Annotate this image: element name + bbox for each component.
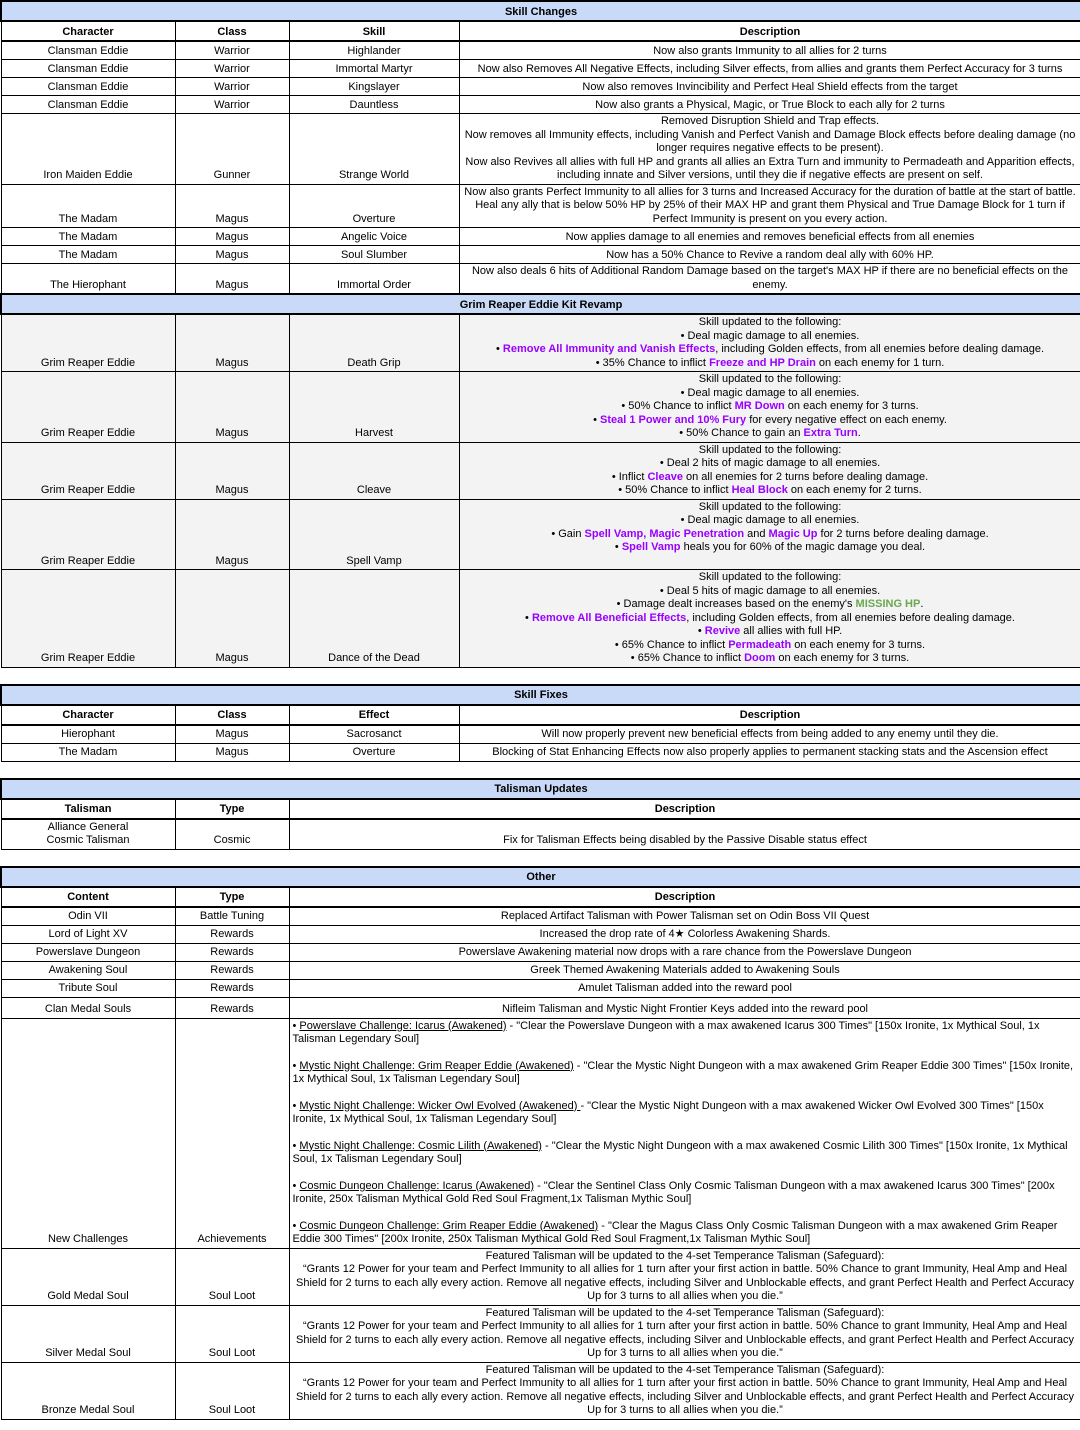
cell-content: Tribute Soul (1, 979, 175, 997)
effect-keyword: Heal Block (731, 484, 788, 496)
cell-type: Rewards (175, 925, 289, 943)
cell-skill: Overture (289, 184, 459, 228)
effect-keyword: Cleave (647, 470, 683, 483)
cell-class: Magus (175, 264, 289, 295)
challenge-name: Mystic Night Challenge: Grim Reaper Eddie (Awakened) (299, 1059, 574, 1072)
description-line: • Damage dealt increases based on the enemy's MISSING HP. (616, 598, 924, 610)
cell-skill: Angelic Voice (289, 228, 459, 246)
cell-talisman: Alliance General Cosmic Talisman (1, 819, 175, 850)
col-header-class: Class (175, 705, 289, 725)
cell-description (459, 499, 1080, 570)
cell-class: Magus (175, 228, 289, 246)
description-line: Skill updated to the following: (698, 316, 842, 328)
cell-character: Iron Maiden Eddie (1, 114, 175, 185)
table-row (1, 228, 1080, 246)
description-line: • Deal 2 hits of magic damage to all enemies. (659, 457, 881, 469)
cell-type: Achievements (175, 1018, 289, 1248)
challenge-name: Mystic Night Challenge: Cosmic Lilith (Awakened) (299, 1139, 542, 1152)
table-row (1, 60, 1080, 78)
cell-class: Magus (175, 743, 289, 761)
cell-character: The Madam (1, 743, 175, 761)
header-row (1, 21, 1080, 41)
cell-type: Battle Tuning (175, 907, 289, 926)
cell-character: Clansman Eddie (1, 78, 175, 96)
description-line: • Remove All Beneficial Effects, including Golden effects, from all enemies before dealing damage. (525, 611, 1015, 624)
challenge-item: • Mystic Night Challenge: Cosmic Lilith (Awakened) - "Clear the Mystic Night Dungeon with a max awakened Cosmic Lilith 300 Times" [150x Ironite, 1x Mythical Soul, 1x Talisman Legendary Soul] (292, 1139, 1068, 1165)
description-line: • 50% Chance to inflict MR Down on each enemy for 3 turns. (621, 400, 919, 412)
cell-description: Fix for Talisman Effects being disabled by the Passive Disable status effect (289, 819, 1080, 850)
description-line: Skill updated to the following: (698, 443, 842, 456)
description-line: • Deal magic damage to all enemies. (680, 386, 860, 399)
description-line: • 50% Chance to gain an Extra Turn. (679, 427, 861, 439)
cell-description: Increased the drop rate of 4★ Colorless Awakening Shards. (289, 925, 1080, 943)
table-row (1, 96, 1080, 114)
cell-skill: Death Grip (289, 314, 459, 372)
effect-keyword: Revive (704, 625, 741, 637)
header-row (1, 705, 1080, 725)
cell-skill: Harvest (289, 372, 459, 443)
cell-content: Lord of Light XV (1, 925, 175, 943)
cell-description: Powerslave Awakening material now drops with a rare chance from the Powerslave Dungeon (289, 943, 1080, 961)
cell-skill: Spell Vamp (289, 499, 459, 570)
table-row (1, 264, 1080, 295)
section-title-skill-fixes: Skill Fixes (1, 685, 1080, 705)
cell-class: Warrior (175, 41, 289, 60)
effect-keyword: MISSING HP (855, 598, 921, 610)
cell-content: Powerslave Dungeon (1, 943, 175, 961)
effect-keyword: Spell Vamp (621, 541, 681, 553)
challenge-name: Mystic Night Challenge: Wicker Owl Evolved (Awakened) (299, 1099, 581, 1112)
description-line: Skill updated to the following: (698, 500, 842, 513)
description-line: • Deal magic damage to all enemies. (680, 329, 860, 342)
cell-description: Now also grants Perfect Immunity to all allies for 3 turns and Increased Accuracy for the duration of battle at the start of battle. Heal any ally that is below 50% HP by 25% of their MAX HP and grant them Physical and True Damage Block for 1 turn if Perfect Immunity is present on you every action. (459, 184, 1080, 228)
cell-description: Featured Talisman will be updated to the 4-set Temperance Talisman (Safeguard): “Grants 12 Power for your team and Perfect Immunity to all allies for 1 turn after your first action in battle. 50% Chance to grant Immunity, Heal Amp and Heal Shield for 2 turns to each ally every action. Remove all negative effects, including Silver and Unblockable effects, and grant Perfect Health and Perfect Accuracy Up for 3 turns to all allies when you die.” (289, 1305, 1080, 1362)
cell-description: Amulet Talisman added into the reward pool (289, 979, 1080, 997)
header-row (1, 887, 1080, 907)
description-line: Now also Revives all allies with full HP and grants all allies an Extra Turn and immunity to Permadeath and Apparition effects, including innate and Silver versions, until they die if negative effects are present on self. (465, 155, 1075, 181)
cell-description: Nifleim Talisman and Mystic Night Frontier Keys added into the reward pool (289, 997, 1080, 1018)
col-header-type: Type (175, 799, 289, 819)
table-row (1, 314, 1080, 372)
cell-description: Featured Talisman will be updated to the 4-set Temperance Talisman (Safeguard): “Grants 12 Power for your team and Perfect Immunity to all allies for 1 turn after your first action in battle. 50% Chance to grant Immunity, Heal Amp and Heal Shield for 2 turns to each ally every action. Remove all negative effects, including Silver and Unblockable effects, and grant Perfect Health and Perfect Accuracy Up for 3 turns to all allies when you die.” (289, 1362, 1080, 1419)
cell-description (459, 314, 1080, 372)
cell-class: Magus (175, 314, 289, 372)
cell-skill: Highlander (289, 41, 459, 60)
challenge-name: Cosmic Dungeon Challenge: Grim Reaper Eddie (Awakened) (299, 1219, 599, 1232)
cell-content: New Challenges (1, 1018, 175, 1248)
cell-character: Grim Reaper Eddie (1, 442, 175, 499)
cell-character: The Hierophant (1, 264, 175, 295)
cell-description: Will now properly prevent new beneficial effects from being added to any enemy until they die. (459, 725, 1080, 744)
cell-type: Rewards (175, 943, 289, 961)
cell-description: Replaced Artifact Talisman with Power Talisman set on Odin Boss VII Quest (289, 907, 1080, 926)
table-row (1, 1248, 1080, 1305)
cell-description: Now also removes Invincibility and Perfect Heal Shield effects from the target (459, 78, 1080, 96)
challenge-name: Powerslave Challenge: Icarus (Awakened) (299, 1019, 507, 1032)
cell-character: Grim Reaper Eddie (1, 314, 175, 372)
cell-content: Gold Medal Soul (1, 1248, 175, 1305)
table-row (1, 78, 1080, 96)
cell-type: Soul Loot (175, 1248, 289, 1305)
cell-character: The Madam (1, 228, 175, 246)
cell-content: Bronze Medal Soul (1, 1362, 175, 1419)
cell-class: Magus (175, 499, 289, 570)
cell-type: Cosmic (175, 819, 289, 850)
cell-skill: Kingslayer (289, 78, 459, 96)
cell-description: Now also deals 6 hits of Additional Random Damage based on the target's MAX HP if there are no beneficial effects on the enemy. (459, 264, 1080, 295)
col-header-description: Description (459, 705, 1080, 725)
cell-class: Gunner (175, 114, 289, 185)
col-header-skill: Skill (289, 21, 459, 41)
cell-class: Magus (175, 184, 289, 228)
col-header-description: Description (289, 887, 1080, 907)
cell-skill: Cleave (289, 442, 459, 499)
cell-description (459, 372, 1080, 443)
cell-character: Grim Reaper Eddie (1, 499, 175, 570)
description-line: Skill updated to the following: (698, 571, 842, 583)
cell-description: Now applies damage to all enemies and removes beneficial effects from all enemies (459, 228, 1080, 246)
table-row (1, 41, 1080, 60)
challenge-item: • Cosmic Dungeon Challenge: Icarus (Awakened) - "Clear the Sentinel Class Only Cosmic Talisman Dungeon with a max awakened Icarus 300 Times" [200x Ironite, 250x Talisman Mythical Gold Red Soul Fragment,1x Talisman Mythic Soul] (292, 1179, 1055, 1205)
table-row (1, 819, 1080, 850)
description-line: • 65% Chance to inflict Permadeath on each enemy for 3 turns. (614, 638, 926, 651)
cell-character: The Madam (1, 246, 175, 264)
cell-character: Clansman Eddie (1, 60, 175, 78)
col-header-class: Class (175, 21, 289, 41)
cell-type: Rewards (175, 979, 289, 997)
header-row (1, 799, 1080, 819)
col-header-description: Description (459, 21, 1080, 41)
section-title-skill-changes: Skill Changes (1, 1, 1080, 21)
table-row (1, 997, 1080, 1018)
cell-character: Grim Reaper Eddie (1, 570, 175, 668)
cell-description: Now has a 50% Chance to Revive a random deal ally with 60% HP. (459, 246, 1080, 264)
cell-class: Magus (175, 246, 289, 264)
cell-character: Clansman Eddie (1, 96, 175, 114)
description-line: • Remove All Immunity and Vanish Effects, including Golden effects, from all enemies before dealing damage. (495, 343, 1045, 355)
table-row (1, 1018, 1080, 1248)
effect-keyword: Freeze and HP Drain (709, 356, 816, 369)
cell-class: Magus (175, 442, 289, 499)
description-line: Skill updated to the following: (698, 373, 842, 385)
cell-class: Magus (175, 570, 289, 668)
cell-description (289, 1018, 1080, 1248)
description-line: • Deal magic damage to all enemies. (680, 514, 860, 526)
effect-keyword: Doom (744, 652, 776, 664)
cell-character: The Madam (1, 184, 175, 228)
col-header-type: Type (175, 887, 289, 907)
description-line: • Steal 1 Power and 10% Fury for every negative effect on each enemy. (593, 413, 947, 426)
table-row (1, 979, 1080, 997)
description-line: • 35% Chance to inflict Freeze and HP Drain on each enemy for 1 turn. (595, 356, 945, 369)
cell-content: Awakening Soul (1, 961, 175, 979)
table-row (1, 925, 1080, 943)
col-header-effect: Effect (289, 705, 459, 725)
cell-class: Warrior (175, 78, 289, 96)
cell-content: Silver Medal Soul (1, 1305, 175, 1362)
effect-keyword: Extra Turn (803, 427, 858, 439)
cell-content: Odin VII (1, 907, 175, 926)
effect-keyword: MR Down (734, 400, 785, 412)
col-header-character: Character (1, 21, 175, 41)
description-line: • Gain Spell Vamp, Magic Penetration and Magic Up for 2 turns before dealing damage. (551, 527, 989, 540)
table-row (1, 570, 1080, 668)
description-line: • 50% Chance to inflict Heal Block on each enemy for 2 turns. (618, 484, 922, 496)
cell-skill: Dauntless (289, 96, 459, 114)
cell-effect: Overture (289, 743, 459, 761)
effect-keyword: Magic Up (768, 527, 818, 540)
cell-type: Rewards (175, 961, 289, 979)
effect-keyword: Remove All Beneficial Effects (531, 611, 687, 624)
cell-class: Warrior (175, 60, 289, 78)
challenge-item: • Powerslave Challenge: Icarus (Awakened) - "Clear the Powerslave Dungeon with a max awakened Icarus 300 Times" [150x Ironite, 1x Mythical Soul, 1x Talisman Legendary Soul] (292, 1019, 1040, 1045)
col-header-content: Content (1, 887, 175, 907)
cell-description: Greek Themed Awakening Materials added to Awakening Souls (289, 961, 1080, 979)
col-header-character: Character (1, 705, 175, 725)
cell-character: Hierophant (1, 725, 175, 744)
table-row (1, 961, 1080, 979)
effect-keyword: Permadeath (728, 638, 792, 651)
challenge-item: • Mystic Night Challenge: Wicker Owl Evolved (Awakened) - "Clear the Mystic Night Dungeon with a max awakened Wicker Owl Evolved 300 Times" [150x Ironite, 1x Mythical Soul, 1x Talisman Legendary Soul] (292, 1099, 1044, 1125)
cell-description (459, 570, 1080, 668)
cell-content: Clan Medal Souls (1, 997, 175, 1018)
cell-description: Blocking of Stat Enhancing Effects now also properly applies to permanent stacking stats and the Ascension effect (459, 743, 1080, 761)
description-line: • Deal 5 hits of magic damage to all enemies. (659, 584, 881, 597)
section-title-talisman-updates: Talisman Updates (1, 779, 1080, 799)
table-row (1, 442, 1080, 499)
section-title-other: Other (1, 867, 1080, 887)
challenge-item: • Mystic Night Challenge: Grim Reaper Eddie (Awakened) - "Clear the Mystic Night Dungeon with a max awakened Grim Reaper Eddie 300 Times" [150x Ironite, 1x Mythical Soul, 1x Talisman Legendary Soul] (292, 1059, 1074, 1085)
table-row (1, 907, 1080, 926)
cell-description: Featured Talisman will be updated to the 4-set Temperance Talisman (Safeguard): “Grants 12 Power for your team and Perfect Immunity to all allies for 1 turn after your first action in battle. 50% Chance to grant Immunity, Heal Amp and Heal Shield for 2 turns to each ally every action. Remove all negative effects, including Silver and Unblockable effects, and grant Perfect Health and Perfect Accuracy Up for 3 turns to all allies when you die.” (289, 1248, 1080, 1305)
description-line: • Spell Vamp heals you for 60% of the magic damage you deal. (614, 541, 926, 553)
cell-type: Soul Loot (175, 1305, 289, 1362)
cell-type: Soul Loot (175, 1362, 289, 1419)
table-row (1, 114, 1080, 185)
cell-skill: Immortal Martyr (289, 60, 459, 78)
table-row (1, 184, 1080, 228)
table-row (1, 499, 1080, 570)
section-title-grim-reaper: Grim Reaper Eddie Kit Revamp (1, 294, 1080, 314)
challenge-name: Cosmic Dungeon Challenge: Icarus (Awakened) (299, 1179, 535, 1192)
description-line: • 65% Chance to inflict Doom on each enemy for 3 turns. (630, 652, 910, 664)
cell-description: Now also grants a Physical, Magic, or True Block to each ally for 2 turns (459, 96, 1080, 114)
col-header-description: Description (289, 799, 1080, 819)
effect-keyword: Remove All Immunity and Vanish Effects (502, 343, 716, 355)
cell-description (459, 114, 1080, 185)
cell-skill: Dance of the Dead (289, 570, 459, 668)
table-row (1, 943, 1080, 961)
table-row (1, 743, 1080, 761)
cell-type: Rewards (175, 997, 289, 1018)
challenge-item: • Cosmic Dungeon Challenge: Grim Reaper Eddie (Awakened) - "Clear the Magus Class Only Cosmic Talisman Dungeon with a max awakened Grim Reaper Eddie 300 Times" [200x Ironite, 250x Talisman Mythical Gold Red Soul Fragment,1x Talisman Mythic Soul] (292, 1219, 1058, 1245)
cell-skill: Immortal Order (289, 264, 459, 295)
effect-keyword: Steal 1 Power and 10% Fury (600, 413, 747, 426)
cell-description: Now also grants Immunity to all allies for 2 turns (459, 41, 1080, 60)
table-row (1, 1362, 1080, 1419)
cell-character: Grim Reaper Eddie (1, 372, 175, 443)
description-line: • Revive all allies with full HP. (697, 625, 843, 637)
cell-skill: Strange World (289, 114, 459, 185)
description-line: Removed Disruption Shield and Trap effects. (660, 115, 880, 127)
cell-character: Clansman Eddie (1, 41, 175, 60)
cell-description: Now also Removes All Negative Effects, including Silver effects, from allies and grants them Perfect Accuracy for 3 turns (459, 60, 1080, 78)
cell-effect: Sacrosanct (289, 725, 459, 744)
cell-class: Magus (175, 725, 289, 744)
col-header-talisman: Talisman (1, 799, 175, 819)
table-row (1, 246, 1080, 264)
description-line: • Inflict Cleave on all enemies for 2 turns before dealing damage. (611, 470, 929, 483)
cell-description (459, 442, 1080, 499)
cell-class: Warrior (175, 96, 289, 114)
table-row (1, 1305, 1080, 1362)
table-row (1, 372, 1080, 443)
table-row (1, 725, 1080, 744)
cell-class: Magus (175, 372, 289, 443)
effect-keyword: Spell Vamp, Magic Penetration (584, 527, 745, 540)
cell-skill: Soul Slumber (289, 246, 459, 264)
description-line: Now removes all Immunity effects, including Vanish and Perfect Vanish and Damage Block effects before dealing damage (no longer requires negative effects to be present). (464, 128, 1076, 154)
